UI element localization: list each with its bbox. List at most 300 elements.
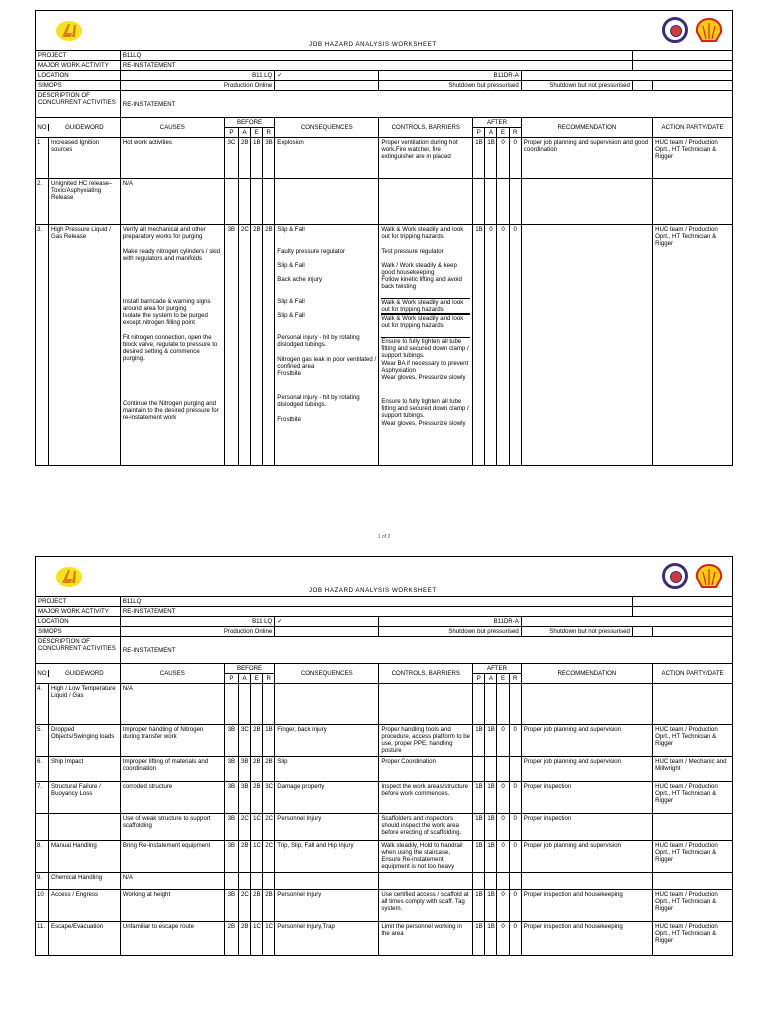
col-consequences: CONSEQUENCES [275, 118, 379, 138]
hazard-row [36, 814, 733, 841]
before-rating: 2C [263, 841, 275, 873]
emblem-logo [662, 17, 688, 43]
row-consequences-line: Personal injury - hit by rotating dislodged tubings. [277, 334, 360, 348]
row-no: 4. [36, 684, 49, 724]
row-controls: Proper handling tools and procedure, access platform to be use, proper PPE, handling posture [379, 725, 473, 757]
before-rating: 3B [224, 814, 238, 841]
before-rating [263, 684, 275, 725]
simops-label: SIMOPS [36, 627, 121, 637]
row-guideword: Ship Impact [51, 758, 84, 765]
row-controls-line: Test pressure regulator [381, 248, 444, 255]
row-recommendation: Proper job planning and supervision [521, 841, 652, 873]
before-rating [263, 179, 275, 225]
col-after-p: P [473, 128, 485, 138]
row-action [653, 814, 733, 841]
after-rating [509, 757, 521, 782]
row-controls-line: Walk & Work steadily and look out for tripping hazards [381, 314, 470, 338]
row-consequences-line: Explosion [277, 139, 304, 146]
header-table-2 [35, 556, 733, 956]
after-rating: 1B [473, 922, 485, 956]
row-controls-line: Walk & Work steadily and look out for tripping hazards [381, 298, 470, 314]
after-rating [485, 757, 497, 782]
hazard-row [36, 684, 733, 725]
row-action: HUC team / Production Oprt., HT Technician & Rigger [653, 922, 733, 956]
row-controls [379, 684, 473, 725]
row-recommendation: Proper inspection [521, 782, 652, 814]
row-consequences-line: Slip & Fall [277, 312, 305, 319]
row-consequences: Trip, Slip, Fall and Hip Injury [275, 841, 379, 873]
hazard-row [36, 782, 733, 814]
col-before-r: R [263, 674, 275, 684]
before-rating: 3B [224, 725, 238, 757]
row-causes-line: Continue the Nitrogen purging and maintain to the desired pressure for re-instatement work [122, 400, 219, 421]
row-consequences-line: Personal injury - hit by rotating dislodged tubings. [277, 394, 360, 408]
before-rating: 1C [251, 814, 263, 841]
after-rating: 1B [473, 814, 485, 841]
after-rating: 0 [509, 782, 521, 814]
row-controls [379, 225, 473, 466]
after-rating: 1B [485, 138, 497, 179]
before-rating [224, 873, 238, 890]
before-rating: 3B [224, 841, 238, 873]
major-work-value: RE-INSTATEMENT [120, 61, 632, 71]
row-controls-line: Wear BA if necessary to prevent Asphyxiation [381, 360, 469, 374]
hazard-row [36, 725, 733, 757]
row-no: 11. [36, 922, 49, 955]
hazard-rows-page-2 [36, 684, 733, 956]
row-no-guideword [36, 138, 121, 179]
row-consequences-line: Frostbite [277, 370, 302, 377]
worksheet-title: JOB HAZARD ANALYSIS WORKSHEET [224, 11, 521, 51]
row-controls [379, 873, 473, 890]
row-no-guideword [36, 782, 121, 814]
col-before-p: P [224, 674, 238, 684]
before-rating: 3B [224, 225, 238, 466]
row-consequences [275, 225, 379, 466]
row-controls [379, 179, 473, 225]
row-recommendation: Proper job planning and supervision and good coordination [521, 138, 652, 179]
col-causes: CAUSES [120, 664, 224, 684]
after-rating [473, 873, 485, 890]
company-logo [56, 567, 82, 587]
row-recommendation: Proper inspection and housekeeping [521, 890, 652, 922]
row-no: 3. [36, 225, 49, 465]
after-rating: 1B [473, 782, 485, 814]
row-no: 9. [36, 873, 49, 889]
after-rating [497, 757, 509, 782]
row-recommendation [521, 873, 652, 890]
after-rating: 1B [485, 814, 497, 841]
row-guideword: Chemical Handling [51, 874, 103, 881]
row-causes-line: Hot work activities [122, 139, 172, 146]
col-before-r: R [263, 128, 275, 138]
col-action: ACTION PARTY/DATE [653, 664, 733, 684]
concurrent-value: RE-INSTATEMENT [120, 91, 732, 118]
major-work-label: MAJOR WORK ACTIVITY [36, 607, 121, 617]
before-rating: 3C [263, 782, 275, 814]
after-rating: 0 [509, 138, 521, 179]
hazard-row [36, 225, 733, 466]
col-action: ACTION PARTY/DATE [653, 118, 733, 138]
before-rating: 2C [238, 225, 250, 466]
row-consequences [275, 179, 379, 225]
row-no-guideword [36, 890, 121, 922]
col-after: AFTER [473, 664, 522, 674]
row-controls-line: Wear gloves, Pressurize slowly [381, 374, 466, 381]
row-guideword: High Pressure Liquid / Gas Release [51, 226, 111, 240]
row-consequences-line: Slip & Fall [277, 262, 305, 269]
before-rating: 2B [251, 725, 263, 757]
hazard-row [36, 873, 733, 890]
row-causes-line: N/A [122, 180, 133, 187]
page-number: 1 of 2 [377, 534, 391, 540]
row-consequences: Slip [275, 757, 379, 782]
before-rating [263, 873, 275, 890]
col-after-e: E [497, 128, 509, 138]
emblem-logo [662, 563, 688, 589]
col-after-r: R [509, 128, 521, 138]
row-controls: Limit the personnel working in the area [379, 922, 473, 956]
row-no: 10 [36, 890, 49, 921]
col-before: BEFORE [224, 118, 274, 128]
row-no-guideword [36, 841, 121, 873]
project-label: PROJECT [36, 51, 121, 61]
row-controls-line: Proper ventilation during hot work,Fire watcher, fire extinguisher are in placed [381, 139, 458, 160]
simops-b: Shutdown but pressurised [379, 627, 521, 637]
row-causes: N/A [120, 684, 224, 725]
row-recommendation: Proper job planning and supervision [521, 757, 652, 782]
col-controls: CONTROLS, BARRIERS [379, 118, 473, 138]
before-rating: 2B [238, 841, 250, 873]
before-rating: 2B [238, 922, 250, 956]
row-no-guideword [36, 725, 121, 757]
header-table-1 [35, 10, 733, 466]
hazard-row [36, 138, 733, 179]
project-label: PROJECT [36, 597, 121, 607]
row-no-guideword [36, 814, 121, 841]
project-value: B11LQ [120, 51, 632, 61]
row-controls: Walk steadily, Hold to handrail when using the staircase, Ensure Re-instatement equipment is not too heavy [379, 841, 473, 873]
simops-c: Shutdown but not pressurised [521, 627, 632, 637]
row-causes-line [123, 362, 222, 376]
company-logo [56, 21, 82, 41]
before-rating: 3B [263, 138, 275, 179]
after-rating: 0 [497, 922, 509, 956]
row-recommendation [521, 179, 652, 225]
before-rating: 3C [238, 725, 250, 757]
row-no-guideword [36, 684, 121, 725]
row-controls: Scaffolders and inspectors should inspect the work area before erecting of scaffolding. [379, 814, 473, 841]
col-recommendation: RECOMMENDATION [521, 118, 652, 138]
row-no-guideword [36, 179, 121, 225]
row-no-guideword [36, 873, 121, 890]
col-after: AFTER [473, 118, 522, 128]
after-rating: 1B [473, 890, 485, 922]
before-rating: 1B [251, 138, 263, 179]
col-before-e: E [251, 674, 263, 684]
row-causes: Working at height [120, 890, 224, 922]
row-causes: N/A [120, 873, 224, 890]
row-causes-line: Make ready nitrogen cylinders / skid with regulators and manifolds [122, 248, 221, 262]
after-rating [473, 179, 485, 225]
row-causes-line: Isolate the system to be purged except nitrogen filling point [122, 312, 208, 326]
row-no-guideword [36, 225, 121, 466]
row-no: 7. [36, 782, 49, 813]
row-recommendation [521, 684, 652, 725]
row-consequences-line: Nitrogen gas leak in poor ventilated / confined area [277, 356, 377, 370]
after-rating: 1B [473, 841, 485, 873]
row-guideword: Escape/Evacuation [51, 923, 104, 930]
col-guideword: GUIDEWORD [65, 124, 104, 131]
col-after-e: E [497, 674, 509, 684]
after-rating: 0 [485, 225, 497, 466]
row-action: HUC team / Production Oprt., HT Technician & Rigger [653, 138, 733, 179]
row-guideword: High / Low Temperature Liquid / Gas [51, 685, 116, 699]
after-rating: 0 [509, 922, 521, 956]
col-after-p: P [473, 674, 485, 684]
col-after-a: A [485, 128, 497, 138]
before-rating: 2B [238, 138, 250, 179]
row-action [653, 179, 733, 225]
col-controls: CONTROLS, BARRIERS [379, 664, 473, 684]
row-action: HUC team / Production Oprt., HT Technician & Rigger [653, 841, 733, 873]
after-rating [497, 179, 509, 225]
major-work-label: MAJOR WORK ACTIVITY [36, 61, 121, 71]
worksheet-title: JOB HAZARD ANALYSIS WORKSHEET [224, 557, 521, 597]
after-rating [497, 684, 509, 725]
location-a: B11 LQ [120, 617, 274, 627]
row-causes: Unfamiliar to escape route [120, 922, 224, 956]
row-action [653, 873, 733, 890]
before-rating: 2C [238, 890, 250, 922]
row-causes: Improper lifting of materials and coordination [120, 757, 224, 782]
col-causes: CAUSES [120, 118, 224, 138]
before-rating: 2B [251, 757, 263, 782]
concurrent-label: DESCRIPTION OF CONCURRENT ACTIVITIES [36, 91, 121, 118]
row-causes [120, 225, 224, 466]
hazard-row [36, 757, 733, 782]
before-rating: 3B [238, 782, 250, 814]
col-consequences: CONSEQUENCES [275, 664, 379, 684]
after-rating: 0 [509, 725, 521, 757]
row-no: 6. [36, 757, 49, 781]
location-a: B11 LQ [120, 71, 274, 81]
project-value: B11LQ [120, 597, 632, 607]
after-rating: 0 [497, 725, 509, 757]
before-rating [224, 684, 238, 725]
after-rating: 0 [497, 890, 509, 922]
worksheet-page-1 [35, 10, 733, 466]
col-no: NO [36, 124, 49, 131]
row-causes [120, 138, 224, 179]
after-rating: 0 [509, 841, 521, 873]
before-rating [224, 179, 238, 225]
row-consequences-line: Frostbite [277, 416, 302, 423]
row-consequences [275, 684, 379, 725]
row-action: HUC team / Mechanic and Millwright [653, 757, 733, 782]
row-recommendation: Proper inspection and housekeeping [521, 922, 652, 956]
row-controls-line: Follow kinetic lifting and avoid back twisting [381, 276, 462, 290]
before-rating: 3B [224, 782, 238, 814]
concurrent-value: RE-INSTATEMENT [120, 637, 732, 664]
after-rating: 1B [485, 890, 497, 922]
after-rating [473, 684, 485, 725]
after-rating: 0 [509, 225, 521, 466]
row-consequences [275, 873, 379, 890]
location-b: B11DR-A [379, 617, 521, 627]
row-action: HUC team / Production Oprt., HT Technician & Rigger [653, 782, 733, 814]
row-guideword: Dropped Objects/Swinging loads [51, 726, 115, 740]
before-rating [251, 873, 263, 890]
shell-logo [694, 17, 724, 45]
hazard-row [36, 841, 733, 873]
before-rating [238, 873, 250, 890]
row-no-guideword [36, 922, 121, 956]
row-controls: Use certified access / scaffold at all times comply with scaff. Tag system. [379, 890, 473, 922]
row-consequences: Damage property [275, 782, 379, 814]
col-before-a: A [238, 674, 250, 684]
row-no: 1 [36, 138, 49, 178]
row-causes: Improper handling of Nitrogen during transfer work [120, 725, 224, 757]
after-rating [485, 179, 497, 225]
before-rating: 2B [224, 922, 238, 956]
hazard-row [36, 922, 733, 956]
row-causes-line [123, 376, 222, 400]
before-rating: 1C [251, 922, 263, 956]
row-guideword: Unignited HC release– Toxic/Asphyxiating Release [51, 180, 113, 201]
row-consequences: Finger, back injury [275, 725, 379, 757]
col-recommendation: RECOMMENDATION [521, 664, 652, 684]
hazard-rows-page-1 [36, 138, 733, 466]
row-recommendation: Proper job planning and supervision [521, 725, 652, 757]
after-rating: 0 [509, 890, 521, 922]
before-rating: 1C [251, 841, 263, 873]
after-rating [509, 873, 521, 890]
col-before-p: P [224, 128, 238, 138]
row-guideword: Access / Engress [51, 891, 99, 898]
col-guideword: GUIDEWORD [65, 670, 104, 677]
after-rating: 0 [497, 841, 509, 873]
row-causes-line: Install barricade & warning signs around area for purging [122, 298, 211, 312]
after-rating: 0 [497, 138, 509, 179]
row-guideword: Manual Handling [51, 842, 97, 849]
before-rating: 3B [224, 757, 238, 782]
col-before: BEFORE [224, 664, 274, 674]
after-rating [509, 684, 521, 725]
row-no: 2. [36, 179, 49, 224]
after-rating: 1B [485, 841, 497, 873]
row-consequences: Personnel Injury [275, 890, 379, 922]
row-controls: Proper Coordination [379, 757, 473, 782]
location-b: B11DR-A [379, 71, 521, 81]
before-rating: 1B [263, 725, 275, 757]
row-causes: Use of weak structure to support scaffolding [120, 814, 224, 841]
row-causes-line [123, 262, 222, 276]
location-a-check: ✓ [275, 71, 379, 81]
simops-b: Shutdown but pressurised [379, 81, 521, 91]
row-guideword: Increased Ignition sources [51, 139, 100, 153]
before-rating [238, 684, 250, 725]
col-before-e: E [251, 128, 263, 138]
row-controls-line: Ensure to fully tighten all tube fitting and secured down clamp / support tubings. [381, 338, 469, 359]
simops-label: SIMOPS [36, 81, 121, 91]
row-no [36, 814, 49, 840]
major-work-value: RE-INSTATEMENT [120, 607, 632, 617]
before-rating [251, 684, 263, 725]
after-rating [473, 757, 485, 782]
row-consequences-line: Back ache injury [277, 276, 323, 283]
col-before-a: A [238, 128, 250, 138]
simops-a: Production Online [120, 627, 274, 637]
location-label: LOCATION [36, 71, 121, 81]
after-rating: 1B [485, 725, 497, 757]
row-controls-line: Walk / Work steadily & keep good housekeeping [381, 262, 457, 276]
location-a-check: ✓ [275, 617, 379, 627]
before-rating: 2B [263, 890, 275, 922]
row-action: HUC team / Production Oprt., HT Technician & Rigger [653, 890, 733, 922]
after-rating: 0 [497, 782, 509, 814]
after-rating [485, 684, 497, 725]
row-guideword [49, 814, 120, 840]
row-recommendation: Proper inspection [521, 814, 652, 841]
row-consequences-line: Slip & Fall [277, 298, 305, 305]
before-rating: 1C [263, 922, 275, 956]
before-rating: 3B [224, 890, 238, 922]
row-controls-line: Wear gloves, Pressurize slowly [381, 420, 466, 427]
row-consequences-line: Faulty pressure regulator [277, 248, 346, 255]
before-rating: 2B [251, 890, 263, 922]
after-rating: 0 [497, 814, 509, 841]
before-rating: 2C [238, 814, 250, 841]
before-rating: 3C [224, 138, 238, 179]
col-after-r: R [509, 674, 521, 684]
row-no: 5. [36, 725, 49, 756]
row-recommendation [521, 225, 652, 466]
after-rating [485, 873, 497, 890]
row-action [653, 684, 733, 725]
after-rating [497, 873, 509, 890]
after-rating: 1B [473, 225, 485, 466]
row-guideword: Structural Failure / Buoyancy Loss [51, 783, 101, 797]
row-no: 8. [36, 841, 49, 872]
row-action: HUC team / Production Oprt., HT Technician & Rigger [653, 725, 733, 757]
row-controls-line: Ensure to fully tighten all tube fitting and secured down clamp / support tubings. [381, 398, 469, 419]
before-rating: 2C [263, 814, 275, 841]
worksheet-page-2 [35, 556, 733, 956]
before-rating [238, 179, 250, 225]
row-consequences: Personnel Injury,Trap [275, 922, 379, 956]
before-rating: 3B [238, 757, 250, 782]
before-rating: 2B [251, 782, 263, 814]
before-rating: 2B [263, 225, 275, 466]
row-causes: corroded structure [120, 782, 224, 814]
col-no: NO [36, 670, 49, 677]
after-rating: 0 [497, 225, 509, 466]
after-rating: 1B [485, 922, 497, 956]
row-no-guideword [36, 757, 121, 782]
concurrent-label: DESCRIPTION OF CONCURRENT ACTIVITIES [36, 637, 121, 664]
row-consequences-line: Slip & Fall [277, 226, 305, 233]
row-causes-line: Verify all mechanical and other preparatory works for purging [122, 226, 206, 240]
row-consequences [275, 138, 379, 179]
after-rating: 0 [509, 814, 521, 841]
row-controls-line: Walk & Work steadily and look out for tripping hazards [381, 226, 464, 240]
after-rating: 1B [473, 138, 485, 179]
simops-c: Shutdown but not pressurised [521, 81, 632, 91]
row-causes-line [123, 422, 222, 436]
shell-logo [694, 563, 724, 591]
before-rating: 2B [251, 225, 263, 466]
